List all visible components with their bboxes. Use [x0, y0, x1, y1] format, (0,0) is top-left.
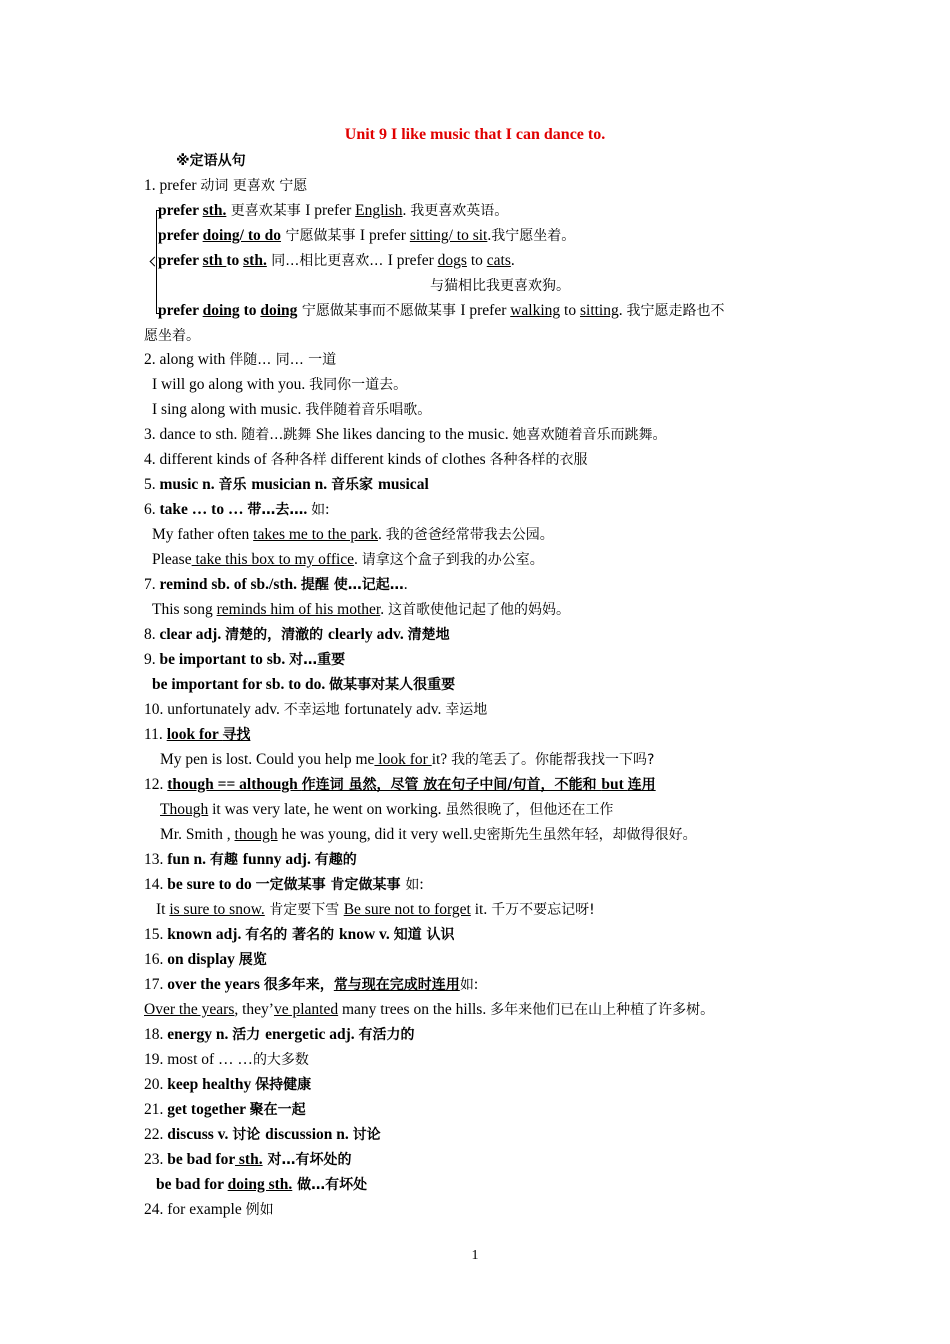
line-segment: . — [377, 526, 386, 543]
line-segment: different kinds of clothes — [326, 451, 490, 468]
line-segment: energetic adj. — [265, 1026, 359, 1043]
line-segment: it? — [431, 751, 452, 768]
line-segment: 如 — [311, 502, 326, 518]
line-segment: clear adj. — [159, 626, 226, 643]
note-line — [144, 1200, 274, 1220]
note-line — [144, 625, 450, 645]
line-segment: prefer — [158, 202, 203, 219]
note-line — [144, 1125, 381, 1145]
line-segment: over the years — [167, 976, 264, 993]
line-segment: doing/ to do — [202, 227, 282, 244]
line-segment: be important for sb. to do. — [152, 676, 330, 693]
line-segment: . — [510, 252, 515, 269]
line-segment: 1. prefer — [144, 177, 201, 194]
line-segment: 我更喜欢英语。 — [410, 203, 509, 219]
line-segment: 清楚地 — [407, 627, 450, 643]
line-segment: music n. — [159, 476, 219, 493]
line-segment: : — [325, 501, 330, 518]
line-segment: cats — [486, 252, 511, 269]
line-segment: 不幸运地 — [283, 702, 345, 718]
line-segment: 我同你一道去。 — [309, 377, 408, 393]
line-segment: 与猫相比我更喜欢狗。 — [430, 278, 570, 294]
line-segment: 的大多数 — [252, 1052, 309, 1068]
line-segment: . — [403, 576, 408, 593]
note-line — [158, 201, 508, 221]
line-segment: doing sth. — [227, 1176, 293, 1193]
note-line — [152, 400, 431, 420]
note-line — [156, 1175, 367, 1195]
line-segment: 16. — [144, 951, 168, 968]
line-segment: look for — [166, 726, 223, 743]
line-segment: musical — [377, 476, 429, 493]
note-line — [144, 775, 656, 795]
note-line — [144, 1000, 714, 1020]
line-segment: : — [419, 876, 424, 893]
line-segment: sth. — [243, 252, 267, 269]
line-segment: 2. along with — [144, 351, 230, 368]
line-segment: 有活力的 — [358, 1027, 415, 1043]
line-segment: take … to … — [159, 501, 248, 518]
line-segment: dogs — [437, 252, 467, 269]
line-segment: 18. — [144, 1026, 168, 1043]
line-segment: musician n. — [251, 476, 332, 493]
note-line — [144, 500, 329, 520]
line-segment: 21. — [144, 1101, 168, 1118]
line-segment: 展览 — [238, 952, 267, 968]
line-segment: 5. — [144, 476, 160, 493]
line-segment: She likes dancing to the music. — [315, 426, 513, 443]
line-segment: be bad for — [167, 1151, 236, 1168]
page-title: Unit 9 I like music that I can dance to. — [344, 126, 606, 143]
line-segment: 做某事对某人很重要 — [329, 677, 456, 693]
line-segment: Mr. Smith , — [160, 826, 235, 843]
line-segment: 更喜欢某事 — [226, 203, 306, 219]
line-segment: Though — [160, 801, 209, 818]
line-segment: 20. — [144, 1076, 168, 1093]
line-segment: 讨论 — [352, 1127, 381, 1143]
line-segment: to — [226, 252, 244, 269]
note-line — [144, 475, 429, 495]
line-segment: . — [402, 202, 411, 219]
line-segment: 各种各样的衣服 — [489, 452, 588, 468]
line-segment: I prefer — [387, 252, 438, 269]
note-line — [144, 850, 357, 870]
line-segment: 13. — [144, 851, 168, 868]
note-line — [152, 675, 455, 695]
line-segment: 愿坐着。 — [144, 328, 200, 344]
line-segment: ve planted — [273, 1001, 339, 1018]
line-segment: 7. — [144, 576, 160, 593]
line-segment: but — [601, 776, 628, 793]
line-segment: 带…去… — [247, 502, 304, 518]
page-number: 1 — [471, 1248, 479, 1263]
note-line — [160, 825, 697, 845]
line-segment: fortunately adv. — [344, 701, 446, 718]
line-segment: 我的笔丢了。你能帮我找一下吗? — [451, 752, 655, 768]
line-segment: discuss v. — [167, 1126, 233, 1143]
line-segment: I sing along with music. — [152, 401, 306, 418]
line-segment: prefer — [158, 252, 203, 269]
line-segment: 千万不要忘记呀! — [491, 902, 595, 918]
line-segment: look for — [374, 751, 432, 768]
line-segment: 清楚的，清澈的 — [225, 627, 328, 643]
line-segment: 幸运地 — [445, 702, 488, 718]
line-segment: 我的爸爸经常带我去公园。 — [385, 527, 554, 543]
line-segment: sth — [202, 252, 227, 269]
line-segment: . — [618, 302, 627, 319]
line-segment: 作连词 虽然，尽管 放在句子中间/句首，不能和 — [301, 777, 602, 793]
line-segment: 伴随… 同… 一道 — [229, 352, 337, 368]
note-line — [144, 1075, 311, 1095]
line-segment: 6. — [144, 501, 160, 518]
line-segment: 多年来他们已在山上种植了许多树。 — [490, 1002, 715, 1018]
line-segment: 保持健康 — [255, 1077, 312, 1093]
line-segment: sth. — [202, 202, 227, 219]
line-segment: 做…有坏处 — [292, 1177, 368, 1193]
line-segment: 23. — [144, 1151, 168, 1168]
line-segment: be important to sb. — [159, 651, 290, 668]
line-segment: keep healthy — [167, 1076, 256, 1093]
line-segment: 各种各样 — [270, 452, 327, 468]
line-segment: though — [234, 826, 278, 843]
line-segment: 讨论 — [232, 1127, 266, 1143]
line-segment: walking — [510, 302, 561, 319]
line-segment: doing — [260, 302, 298, 319]
line-segment: to — [466, 252, 487, 269]
line-segment: sitting — [579, 302, 619, 319]
line-segment: funny adj. — [242, 851, 315, 868]
line-segment: . — [354, 551, 362, 568]
line-segment: 虽然很晚了，但他还在工作 — [445, 802, 614, 818]
line-segment: 请拿这个盒子到我的办公室。 — [361, 552, 544, 568]
line-segment: 8. — [144, 626, 160, 643]
line-segment: 很多年来， — [263, 977, 334, 993]
line-segment: be bad for — [156, 1176, 228, 1193]
note-line — [144, 975, 478, 995]
line-segment: 肯定要下雪 — [264, 902, 344, 918]
line-segment: 宁愿做某事 — [281, 228, 360, 244]
line-segment: Over the years — [144, 1001, 235, 1018]
note-line — [144, 176, 307, 196]
line-segment: 我伴随着音乐唱歌。 — [305, 402, 432, 418]
line-segment: to — [239, 302, 261, 319]
note-line — [430, 276, 570, 296]
line-segment: prefer — [158, 227, 203, 244]
line-segment: 有名的 著名的 — [245, 927, 339, 943]
line-segment: known adj. — [167, 926, 246, 943]
note-line — [144, 575, 408, 595]
line-segment: I prefer — [460, 302, 511, 319]
note-line — [160, 750, 655, 770]
line-segment: 史密斯先生虽然年轻，却做得很好。 — [472, 827, 697, 843]
note-line — [144, 1150, 351, 1170]
line-segment: 她喜欢随着音乐而跳舞。 — [512, 427, 667, 443]
note-line — [152, 550, 544, 570]
line-segment: 常与现在完成时连用 — [333, 977, 460, 993]
line-segment: My father often — [152, 526, 254, 543]
line-segment: 我宁愿坐着。 — [491, 228, 576, 244]
line-segment: sth. — [235, 1151, 263, 1168]
line-segment: . — [303, 501, 312, 518]
line-segment: 随着…跳舞 — [241, 427, 316, 443]
line-segment: clearly adv. — [327, 626, 408, 643]
line-segment: prefer — [158, 302, 203, 319]
line-segment: discussion n. — [265, 1126, 353, 1143]
line-segment: 如 — [459, 977, 474, 993]
line-segment: 11. — [144, 726, 167, 743]
note-line — [158, 251, 515, 271]
line-segment: 动词 更喜欢 宁愿 — [200, 178, 308, 194]
note-line — [144, 450, 588, 470]
note-line — [160, 800, 613, 820]
note-line — [144, 700, 487, 720]
note-line — [144, 350, 336, 370]
line-segment: 如 — [405, 877, 420, 893]
line-segment: know v. — [338, 926, 394, 943]
note-line — [156, 900, 595, 920]
note-line — [152, 525, 554, 545]
note-line — [144, 875, 424, 895]
line-segment: 有趣的 — [314, 852, 357, 868]
line-segment: . — [380, 601, 388, 618]
line-segment: take this box to my office — [191, 551, 355, 568]
note-line — [144, 1050, 309, 1070]
line-segment: 24. for example — [144, 1201, 246, 1218]
line-segment: , they’ — [234, 1001, 274, 1018]
note-line — [144, 925, 455, 945]
line-segment: 同…相比更喜欢… — [266, 253, 388, 269]
note-line — [144, 326, 200, 346]
line-segment: 10. unfortunately adv. — [144, 701, 284, 718]
line-segment: 我宁愿走路也不 — [626, 303, 725, 319]
line-segment: many trees on the hills. — [338, 1001, 491, 1018]
note-line — [144, 650, 345, 670]
line-segment: 寻找 — [222, 727, 251, 743]
line-segment: be sure to do — [167, 876, 256, 893]
note-line — [152, 375, 407, 395]
line-segment: Be sure not to forget — [343, 901, 471, 918]
line-segment: though == although — [167, 776, 302, 793]
line-segment: it. — [470, 901, 492, 918]
line-segment: I prefer — [305, 202, 356, 219]
line-segment: It — [156, 901, 170, 918]
line-segment: 音乐 — [218, 477, 252, 493]
line-segment: reminds him of his mother — [216, 601, 381, 618]
line-segment: 活力 — [232, 1027, 266, 1043]
line-segment: . — [487, 227, 492, 244]
line-segment: doing — [202, 302, 240, 319]
line-segment: 对…有坏处的 — [262, 1152, 352, 1168]
line-segment: 这首歌使他记起了他的妈妈。 — [387, 602, 570, 618]
note-line — [158, 301, 725, 321]
line-segment: 对…重要 — [289, 652, 346, 668]
note-line — [144, 425, 666, 445]
line-segment: on display — [167, 951, 239, 968]
line-segment: 宁愿做某事而不愿做某事 — [297, 303, 461, 319]
line-segment: 聚在一起 — [249, 1102, 306, 1118]
line-segment: This song — [152, 601, 217, 618]
line-segment: 有趣 — [209, 852, 243, 868]
line-segment: he was young, did it very well. — [277, 826, 473, 843]
line-segment: 12. — [144, 776, 168, 793]
line-segment: I will go along with you. — [152, 376, 310, 393]
note-line — [144, 725, 250, 745]
line-segment: it was very late, he went on working. — [208, 801, 446, 818]
line-segment: energy n. — [167, 1026, 233, 1043]
line-segment: sitting/ to sit — [409, 227, 488, 244]
line-segment: takes me to the park — [253, 526, 378, 543]
line-segment: to — [560, 302, 580, 319]
line-segment: I prefer — [359, 227, 410, 244]
line-segment: 17. — [144, 976, 168, 993]
line-segment: 19. most of … … — [144, 1051, 253, 1068]
line-segment: 知道 认识 — [393, 927, 455, 943]
line-segment: get together — [167, 1101, 250, 1118]
line-segment: 提醒 使…记起… — [300, 577, 404, 593]
note-line — [144, 1100, 306, 1120]
line-segment: remind sb. of sb./sth. — [159, 576, 301, 593]
line-segment: fun n. — [167, 851, 210, 868]
line-segment: My pen is lost. Could you help me — [160, 751, 375, 768]
note-line — [152, 600, 570, 620]
line-segment: is sure to snow. — [169, 901, 265, 918]
line-segment: 22. — [144, 1126, 168, 1143]
line-segment: Please — [152, 551, 192, 568]
line-segment: English — [355, 202, 403, 219]
line-segment: 连用 — [627, 777, 656, 793]
line-segment: 一定做某事 肯定做某事 — [255, 877, 406, 893]
line-segment: 9. — [144, 651, 160, 668]
note-line — [144, 1025, 415, 1045]
line-segment: 15. — [144, 926, 168, 943]
line-segment: 3. dance to sth. — [144, 426, 242, 443]
line-segment: 例如 — [245, 1202, 274, 1218]
section-subtitle: ※定语从句 — [176, 153, 246, 169]
note-line — [158, 226, 575, 246]
note-line — [144, 950, 267, 970]
line-segment: 14. — [144, 876, 168, 893]
line-segment: 音乐家 — [331, 477, 378, 493]
line-segment: 4. different kinds of — [144, 451, 271, 468]
line-segment: : — [473, 976, 479, 993]
